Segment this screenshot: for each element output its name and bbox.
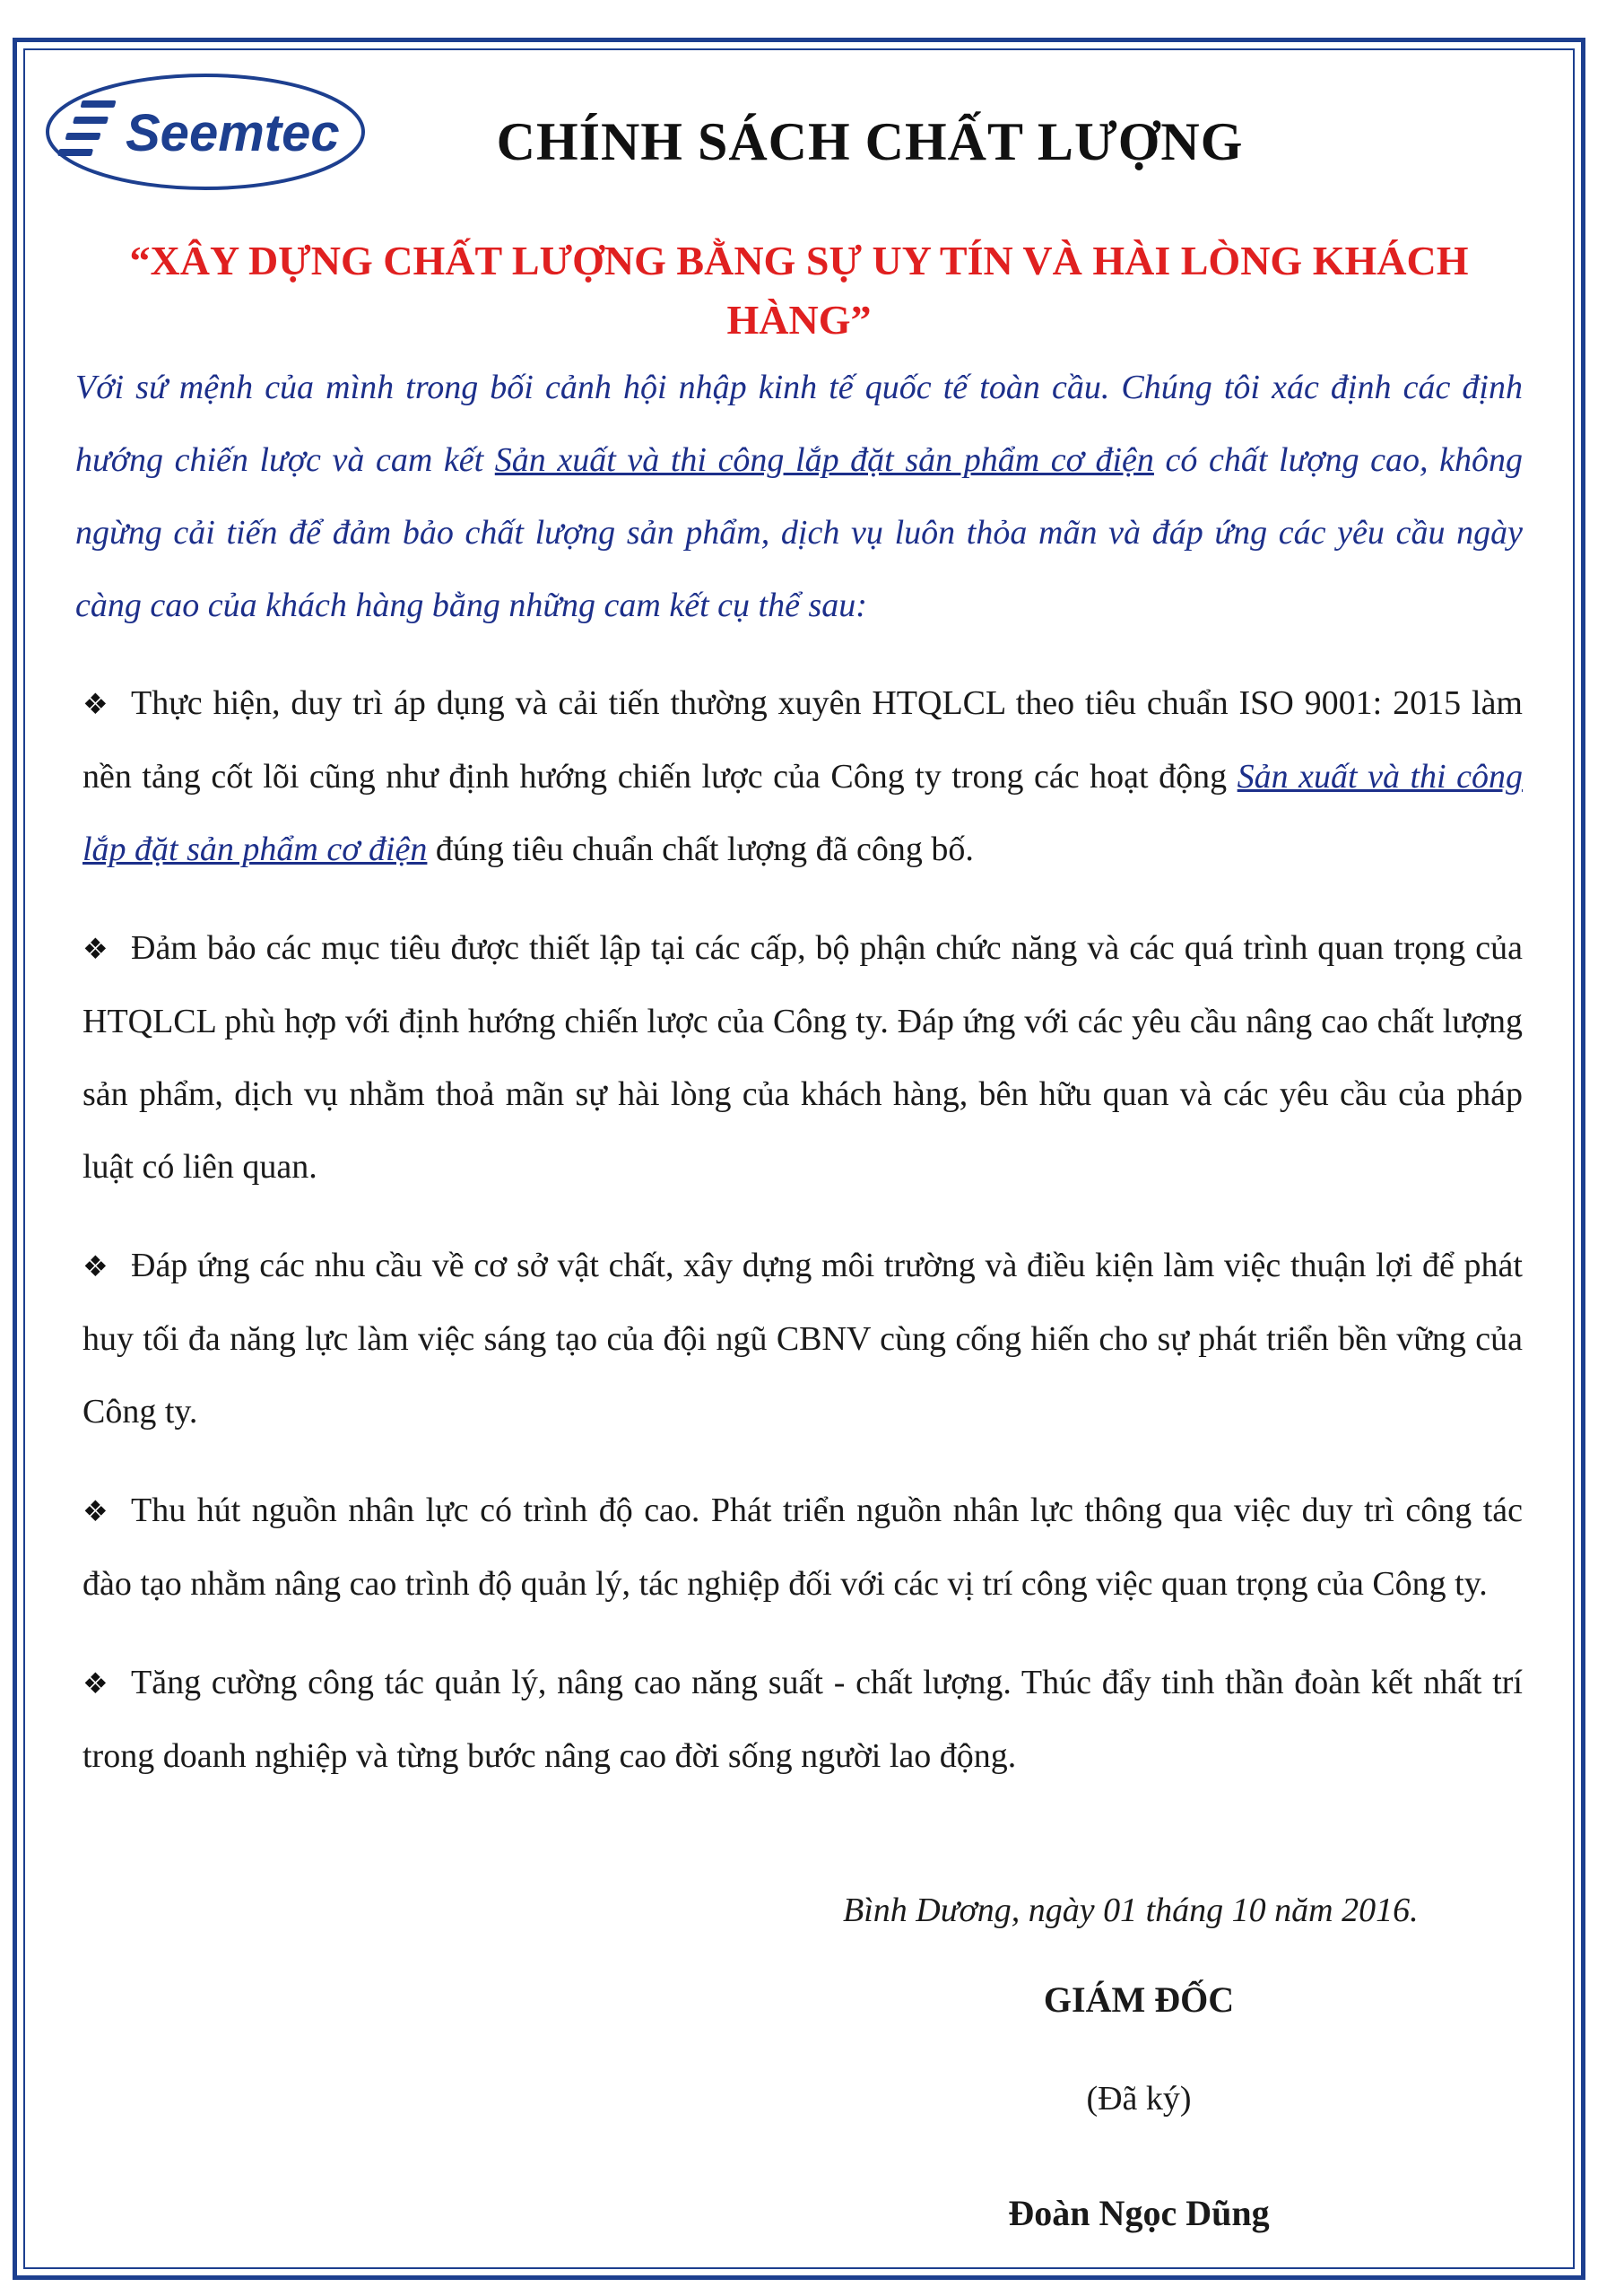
commitment-text-end: đúng tiêu chuẩn chất lượng đã công bố. [427,831,974,868]
commitment-list [83,667,1523,1819]
diamond-bullet-icon: ❖ [83,1667,109,1700]
diamond-bullet-icon: ❖ [83,1250,109,1283]
commitment-item [83,912,1523,1204]
intro-paragraph [75,352,1523,642]
commitment-item [83,1647,1523,1793]
logo-wordmark: Seemtec [126,104,340,162]
commitment-item [83,1474,1523,1621]
commitment-text: Đảm bảo các mục tiêu được thiết lập tại các cấp, bộ phận chức năng và các quá trình quan trọng của HTQLCL phù hợp với định hướng chiến lược của Công ty. Đáp ứng với các yêu cầu nâng cao chất lượng sản phẩm, dịch vụ nhằm thoả mãn sự hài lòng của khách hàng, bên hữu quan và các yêu cầu của pháp luật có liên quan. [83,929,1523,1186]
commitment-text: Tăng cường công tác quản lý, nâng cao năng suất - chất lượng. Thúc đẩy tinh thần đoàn kết nhất trí trong doanh nghiệp và từng bước nâng cao đời sống người lao động. [83,1664,1523,1775]
intro-business-link[interactable]: Sản xuất và thi công lắp đặt sản phẩm cơ điện [494,441,1154,479]
commitment-text: Đáp ứng các nhu cầu về cơ sở vật chất, xây dựng môi trường và điều kiện làm việc thuận lợi để phát huy tối đa năng lực làm việc sáng tạo của đội ngũ CBNV cùng cống hiến cho sự phát triển bền vững của Công ty. [83,1247,1523,1431]
diamond-bullet-icon: ❖ [83,933,109,965]
commitment-item [83,1230,1523,1448]
signed-note: (Đã ký) [1086,2080,1192,2118]
signer-title: GIÁM ĐỐC [1043,1979,1235,2020]
commitment-text: Thu hút nguồn nhân lực có trình độ cao. Phát triển nguồn nhân lực thông qua việc duy trì công tác đào tạo nhằm nâng cao trình độ quản lý, tác nghiệp đối với các vị trí công việc quan trọng của Công ty. [83,1492,1523,1603]
commitment-item [83,667,1523,886]
commitment-business-link[interactable]: Sản xuất và thi công lắp đặt sản phẩm cơ điện [83,758,1523,868]
signer-name: Đoàn Ngọc Dũng [1008,2193,1270,2233]
quality-slogan: “XÂY DỰNG CHẤT LƯỢNG BẰNG SỰ UY TÍN VÀ HÀI LÒNG KHÁCH HÀNG” [129,238,1469,343]
intro-text-start: Với sứ mệnh của mình trong bối cảnh hội nhập kinh tế quốc tế toàn cầu. Chúng tôi xác định các định hướng chiến lược và cam kết [75,369,1523,479]
company-logo [43,70,368,194]
intro-text-end: có chất lượng cao, không ngừng cải tiến để đảm bảo chất lượng sản phẩm, dịch vụ luôn thỏa mãn và đáp ứng các yêu cầu ngày càng cao của khách hàng bằng những cam kết cụ thể sau: [75,441,1524,624]
diamond-bullet-icon: ❖ [83,1495,109,1527]
diamond-bullet-icon: ❖ [83,688,109,720]
commitment-text: Thực hiện, duy trì áp dụng và cải tiến thường xuyên HTQLCL theo tiêu chuẩn ISO 9001: 2015 làm nền tảng cốt lõi cũng như định hướng chiến lược của Công ty trong các hoạt động [83,684,1523,796]
page-title: CHÍNH SÁCH CHẤT LƯỢNG [496,112,1244,171]
signing-date: Bình Dương, ngày 01 tháng 10 năm 2016. [843,1892,1419,1929]
